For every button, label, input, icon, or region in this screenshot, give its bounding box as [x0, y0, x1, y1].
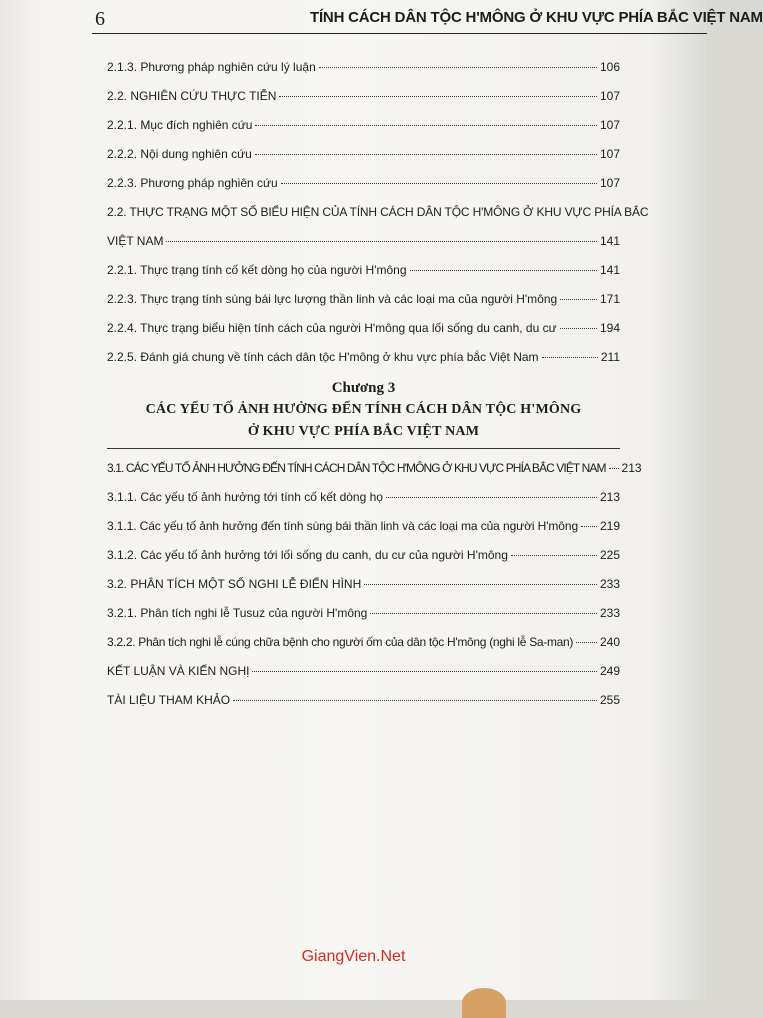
- page-number: 6: [95, 8, 105, 30]
- toc-entry[interactable]: [107, 459, 642, 477]
- toc-entry[interactable]: [107, 488, 620, 506]
- toc-section-top: [107, 58, 620, 192]
- running-title: TÍNH CÁCH DÂN TỘC H'MÔNG Ở KHU VỰC PHÍA BẮC VIỆT NAM: [310, 9, 763, 26]
- toc-entry[interactable]: [107, 691, 620, 709]
- toc-entry[interactable]: [107, 546, 620, 564]
- header-rule: [92, 33, 707, 34]
- chapter-heading: [107, 377, 620, 443]
- toc-entry-label: 2.1.3. Phương pháp nghiên cứu lý luận: [107, 60, 316, 74]
- toc-entry[interactable]: [107, 633, 620, 651]
- toc-entry[interactable]: [107, 662, 620, 680]
- toc-entry-page: 107: [599, 118, 620, 132]
- toc-entry-page: 211: [600, 350, 620, 364]
- toc-entry-page: 240: [599, 635, 620, 649]
- toc-entry[interactable]: [107, 290, 620, 308]
- toc-entry[interactable]: [107, 87, 620, 105]
- dot-leader: [386, 497, 597, 498]
- toc-entry-label: 2.2.3. Phương pháp nghiên cứu: [107, 176, 278, 190]
- toc-entry[interactable]: [107, 174, 620, 192]
- toc-entry-label: 3.2.2. Phân tích nghi lễ cúng chữa bệnh cho người ốm của dân tộc H'mông (nghi lễ Sa-man): [107, 635, 574, 649]
- thumb-shadow: [462, 988, 506, 1018]
- toc-entry-label: TÀI LIỆU THAM KHẢO: [107, 693, 231, 707]
- chapter-rule: [107, 448, 620, 449]
- dot-leader: [252, 671, 596, 672]
- toc-entry-page: 141: [599, 234, 620, 248]
- toc-entry-page: 107: [599, 147, 620, 161]
- toc-entry-wrapped[interactable]: [107, 203, 649, 250]
- dot-leader: [364, 584, 597, 585]
- toc-entry-label-line1: 2.2. THỰC TRẠNG MỘT SỐ BIỂU HIỆN CỦA TÍNH CÁCH DÂN TỘC H'MÔNG Ở KHU VỰC PHÍA BẮC: [107, 205, 649, 219]
- toc-entry-label: 2.2.1. Mục đích nghiên cứu: [107, 118, 253, 132]
- toc-entry-label: 3.1.2. Các yếu tố ảnh hưởng tới lối sống du canh, du cư của người H'mông: [107, 548, 508, 562]
- dot-leader: [511, 555, 597, 556]
- toc-entry[interactable]: [107, 604, 620, 622]
- dot-leader: [410, 270, 597, 271]
- dot-leader: [255, 154, 597, 155]
- toc-entry-page: 171: [599, 292, 620, 306]
- watermark: GiangVien.Net: [301, 948, 406, 965]
- toc-entry-label: 3.1.1. Các yếu tố ảnh hưởng tới tính cố kết dòng họ: [107, 490, 383, 504]
- toc-entry-page: 107: [599, 89, 620, 103]
- toc-entry-label: KẾT LUẬN VÀ KIẾN NGHỊ: [107, 664, 250, 678]
- toc-entry-label: 2.2.1. Thực trạng tính cố kết dòng họ của người H'mông: [107, 263, 407, 277]
- chapter-number: Chương 3: [331, 380, 396, 396]
- toc-entry-label: 3.1.1. Các yếu tố ảnh hưởng đến tính sùng bái thần linh và các loại ma của người H'mông: [107, 519, 579, 533]
- page-header: [0, 0, 763, 36]
- toc-entry-page: 225: [599, 548, 620, 562]
- toc-entry-page: 213: [621, 461, 642, 475]
- toc-entry-line2: [107, 232, 620, 250]
- toc-entry-label: 2.2. NGHIÊN CỨU THỰC TIỄN: [107, 89, 277, 103]
- dot-leader: [560, 299, 597, 300]
- toc-entry[interactable]: [107, 348, 620, 366]
- toc-entry-page: 249: [599, 664, 620, 678]
- toc-entry-page: 194: [599, 321, 620, 335]
- toc-entry-label: 2.2.5. Đánh giá chung về tính cách dân tộc H'mông ở khu vực phía bắc Việt Nam: [107, 350, 539, 364]
- dot-leader: [255, 125, 597, 126]
- toc-section-bottom: [107, 459, 642, 709]
- dot-leader: [279, 96, 597, 97]
- dot-leader: [370, 613, 597, 614]
- dot-leader: [609, 468, 619, 469]
- toc-entry-label: 2.2.2. Nội dung nghiên cứu: [107, 147, 252, 161]
- toc-entry-label: 2.2.4. Thực trạng biểu hiện tính cách của người H'mông qua lối sống du canh, du cư: [107, 321, 557, 335]
- toc-entry-page: 213: [599, 490, 620, 504]
- dot-leader: [576, 642, 597, 643]
- toc-entry-label: 2.2.3. Thực trạng tính sùng bái lực lượng thần linh và các loại ma của người H'mông: [107, 292, 558, 306]
- toc-entry[interactable]: [107, 145, 620, 163]
- toc-entry-page: 219: [599, 519, 620, 533]
- dot-leader: [233, 700, 597, 701]
- toc-entry[interactable]: [107, 116, 620, 134]
- toc-entry-page: 233: [599, 577, 620, 591]
- dot-leader: [319, 67, 597, 68]
- toc-entry-label: 3.2.1. Phân tích nghi lễ Tusuz của người H'mông: [107, 606, 368, 620]
- toc-entry[interactable]: [107, 575, 620, 593]
- toc-entry-page: 255: [599, 693, 620, 707]
- toc-section-mid: [107, 261, 620, 366]
- dot-leader: [281, 183, 597, 184]
- dot-leader: [542, 357, 598, 358]
- table-of-contents: [107, 58, 649, 720]
- dot-leader: [166, 241, 597, 242]
- toc-entry-page: 106: [599, 60, 620, 74]
- toc-entry-page: 141: [599, 263, 620, 277]
- chapter-title-line1: CÁC YẾU TỐ ẢNH HƯỞNG ĐẾN TÍNH CÁCH DÂN TỘC H'MÔNG: [145, 402, 582, 417]
- dot-leader: [581, 526, 597, 527]
- toc-entry-label: 3.1. CÁC YẾU TỐ ẢNH HƯỞNG ĐẾN TÍNH CÁCH DÂN TỘC H'MÔNG Ở KHU VỰC PHÍA BẮC VIỆT NAM: [107, 461, 606, 475]
- toc-entry[interactable]: [107, 58, 620, 76]
- toc-entry-page: 107: [599, 176, 620, 190]
- toc-entry-label-line2: VIỆT NAM: [107, 234, 164, 248]
- toc-entry[interactable]: [107, 319, 620, 337]
- toc-entry-page: 233: [599, 606, 620, 620]
- toc-entry-label: 3.2. PHÂN TÍCH MỘT SỐ NGHI LỄ ĐIỂN HÌNH: [107, 577, 362, 591]
- toc-entry[interactable]: [107, 261, 620, 279]
- toc-entry[interactable]: [107, 517, 620, 535]
- dot-leader: [560, 328, 597, 329]
- chapter-title-line2: Ở KHU VỰC PHÍA BẮC VIỆT NAM: [247, 424, 480, 439]
